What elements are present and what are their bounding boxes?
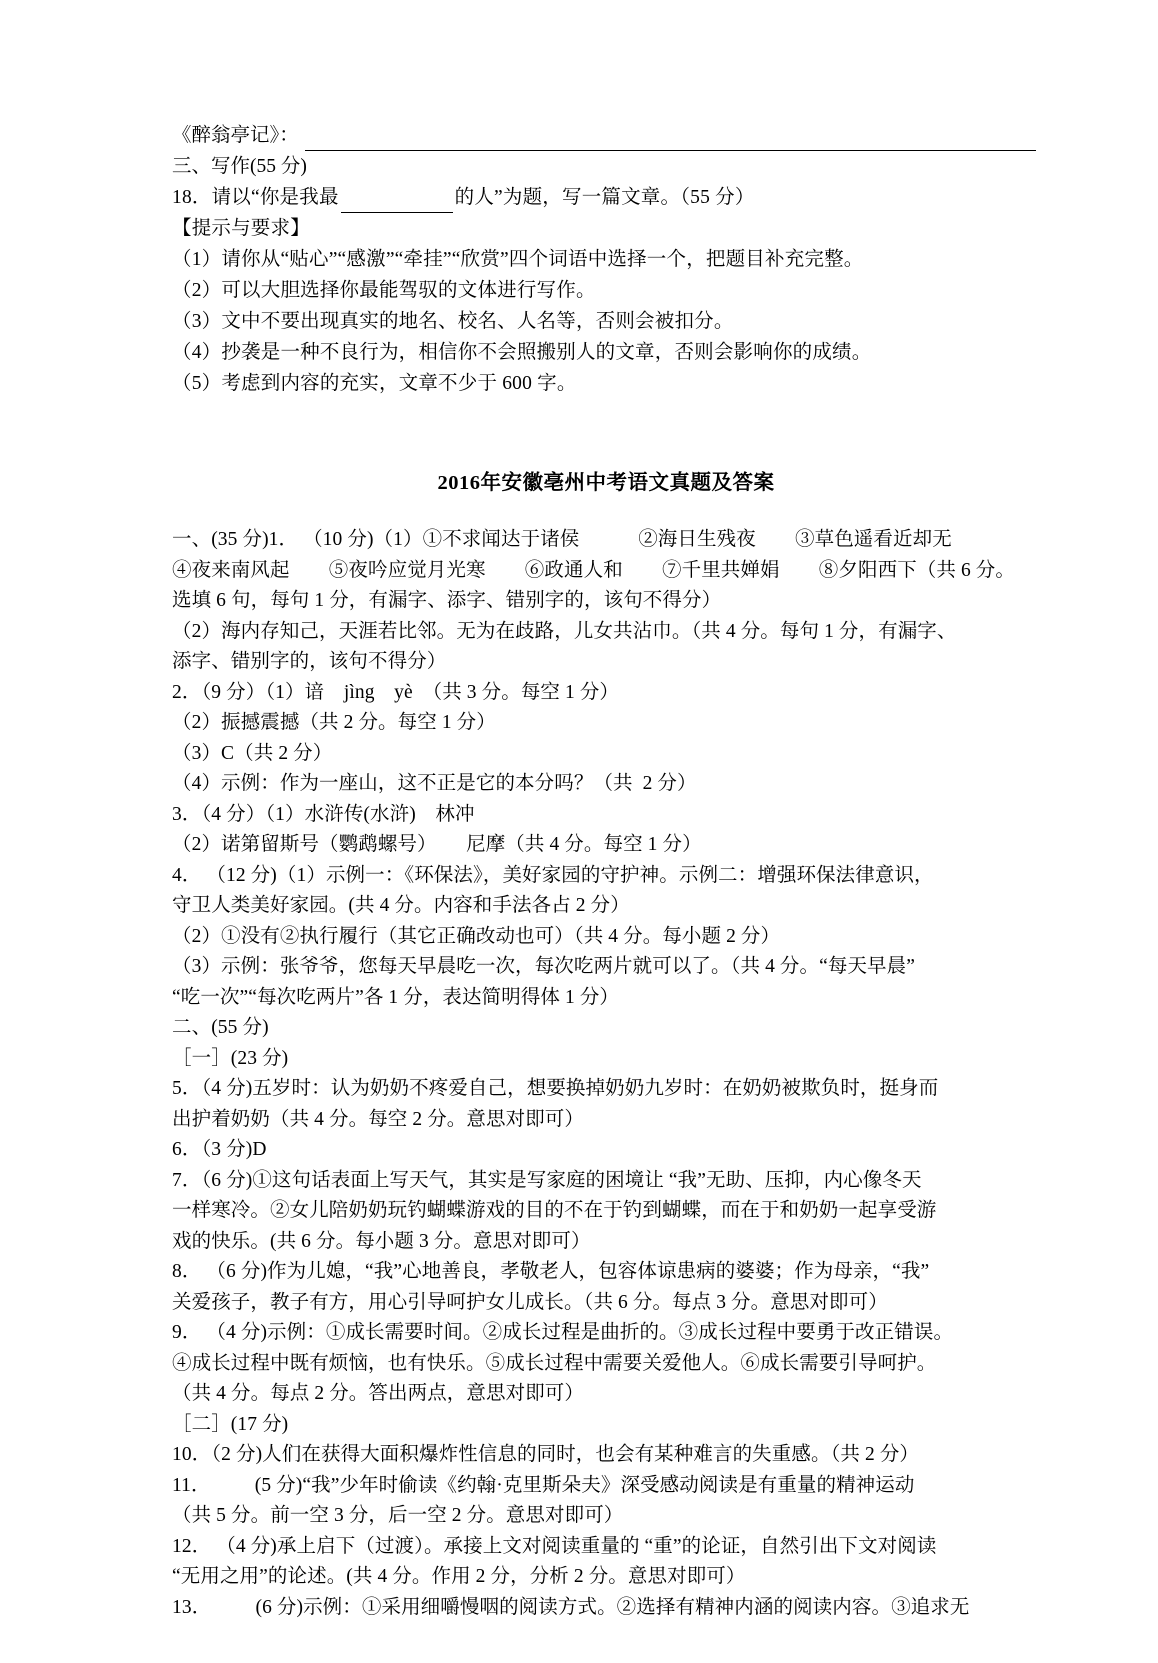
answer-line: 13． (6 分)示例：①采用细嚼慢咽的阅读方式。②选择有精神内涵的阅读内容。③追求无 (172, 1596, 970, 1618)
tip-item: （1）请你从“贴心”“感激”“牵挂”“欣赏”四个词语中选择一个，把题目补充完整。 (172, 249, 864, 270)
tip-item: （2）可以大胆选择你最能驾驭的文体进行写作。 (172, 280, 596, 301)
answer-line: 添字、错别字的，该句不得分） (172, 651, 447, 672)
section-three-heading: 三、写作(55 分) (172, 156, 307, 177)
question-18-prefix: 18．请以“你是我最 (172, 187, 339, 208)
answer-line: 12． （4 分)承上启下（过渡）。承接上文对阅读重量的 “重”的论证，自然引出下文对阅读 (172, 1535, 937, 1557)
answer-line: 选填 6 句，每句 1 分，有漏字、添字、错别字的，该句不得分） (172, 590, 722, 611)
answers-title: 2016年安徽亳州中考语文真题及答案 (437, 472, 775, 494)
answer-line: 3．（4 分）（1）水浒传(水浒) 林冲 (172, 803, 475, 825)
answer-line: 7．（6 分)①这句话表面上写天气，其实是写家庭的困境让 “我”无助、压抑，内心像冬天 (172, 1169, 922, 1191)
answer-line: 9． （4 分)示例：①成长需要时间。②成长过程是曲折的。③成长过程中要勇于改正错误。 (172, 1322, 954, 1343)
answer-line: 6．（3 分)D (172, 1139, 267, 1160)
question-18-blank (341, 197, 453, 213)
answer-line: 一样寒冷。②女儿陪奶奶玩钓蝴蝶游戏的目的不在于钓到蝴蝶，而在于和奶奶一起享受游 (172, 1200, 937, 1221)
answer-line: ④夜来南风起 ⑤夜吟应觉月光寒 ⑥政通人和 ⑦千里共婵娟 ⑧夕阳西下（共 6 分。 (172, 559, 1016, 581)
answer-line: 10．（2 分)人们在获得大面积爆炸性信息的同时，也会有某种难言的失重感。（共 2 分） (172, 1444, 920, 1465)
tip-item: （3）文中不要出现真实的地名、校名、人名等，否则会被扣分。 (172, 311, 734, 332)
answer-line: （共 4 分。每点 2 分。答出两点，意思对即可） (172, 1383, 585, 1404)
answer-line: 2．（9 分）（1）谙 jìng yè （共 3 分。每空 1 分） (172, 681, 620, 703)
answer-line: 二、(55 分) (172, 1017, 269, 1038)
answer-line: （3）C（共 2 分） (172, 742, 333, 764)
answer-line: （2）诺第留斯号（鹦鹉螺号） 尼摩（共 4 分。每空 1 分） (172, 834, 702, 855)
answer-line: 一、(35 分)1． （10 分)（1）①不求闻达于诸侯 ②海日生残夜 ③草色遥看近却无 (172, 529, 952, 550)
quote-label: 《醉翁亭记》： (172, 125, 299, 146)
answer-line: 戏的快乐。(共 6 分。每小题 3 分。意思对即可） (172, 1230, 591, 1252)
answer-line: ④成长过程中既有烦恼，也有快乐。⑤成长过程中需要关爱他人。⑥成长需要引导呵护。 (172, 1352, 937, 1374)
answers-body (172, 525, 1040, 1623)
question-18-suffix: 的人”为题，写一篇文章。（55 分） (454, 187, 755, 208)
tip-item: （4）抄袭是一种不良行为，相信你不会照搬别人的文章，否则会影响你的成绩。 (172, 342, 872, 363)
tips-title: 【提示与要求】 (172, 218, 310, 239)
answer-line: 4． （12 分)（1）示例一：《环保法》，美好家园的守护神。示例二：增强环保法律意识， (172, 864, 934, 886)
answer-line: 出护着奶奶（共 4 分。每空 2 分。意思对即可） (172, 1108, 585, 1130)
tip-item: （5）考虑到内容的充实，文章不少于 600 字。 (172, 373, 577, 394)
answer-line: ［一］(23 分) (172, 1047, 289, 1069)
answer-line: （2）海内存知己，天涯若比邻。无为在歧路，儿女共沾巾。（共 4 分。每句 1 分，有漏字、 (172, 620, 957, 642)
answer-blank-rule (305, 134, 1036, 151)
title-spacer (172, 499, 1040, 525)
answer-line: （共 5 分。前一空 3 分，后一空 2 分。意思对即可） (172, 1505, 624, 1526)
answer-line: （4）示例：作为一座山，这不正是它的本分吗？（共 2 分） (172, 773, 697, 794)
answer-line: “无用之用”的论述。(共 4 分。作用 2 分，分析 2 分。意思对即可） (172, 1566, 746, 1587)
answer-line: （2）振撼震撼（共 2 分。每空 1 分） (172, 712, 496, 733)
answer-line: （2）①没有②执行履行（其它正确改动也可）（共 4 分。每小题 2 分） (172, 925, 781, 947)
answer-line: 8． （6 分)作为儿媳，“我”心地善良，孝敬老人，包容体谅患病的婆婆；作为母亲，“我” (172, 1261, 930, 1282)
answer-line: “吃一次”“每次吃两片”各 1 分，表达简明得体 1 分） (172, 986, 620, 1008)
answer-line: 守卫人类美好家园。(共 4 分。内容和手法各占 2 分） (172, 895, 630, 916)
answer-line: （3）示例：张爷爷，您每天早晨吃一次，每次吃两片就可以了。（共 4 分。“每天早晨” (172, 956, 916, 977)
section-spacer (172, 399, 1040, 467)
answer-line: 11． (5 分)“我”少年时偷读《约翰·克里斯朵夫》深受感动阅读是有重量的精神运动 (172, 1474, 915, 1496)
answer-line: 关爱孩子，教子有方，用心引导呵护女儿成长。（共 6 分。每点 3 分。意思对即可） (172, 1291, 888, 1313)
question-18 (172, 182, 1040, 213)
answer-line: 5．（4 分)五岁时：认为奶奶不疼爱自己，想要换掉奶奶九岁时：在奶奶被欺负时，挺身而 (172, 1078, 939, 1099)
quote-blank-row (172, 120, 1040, 151)
answer-line: ［二］(17 分) (172, 1413, 289, 1435)
